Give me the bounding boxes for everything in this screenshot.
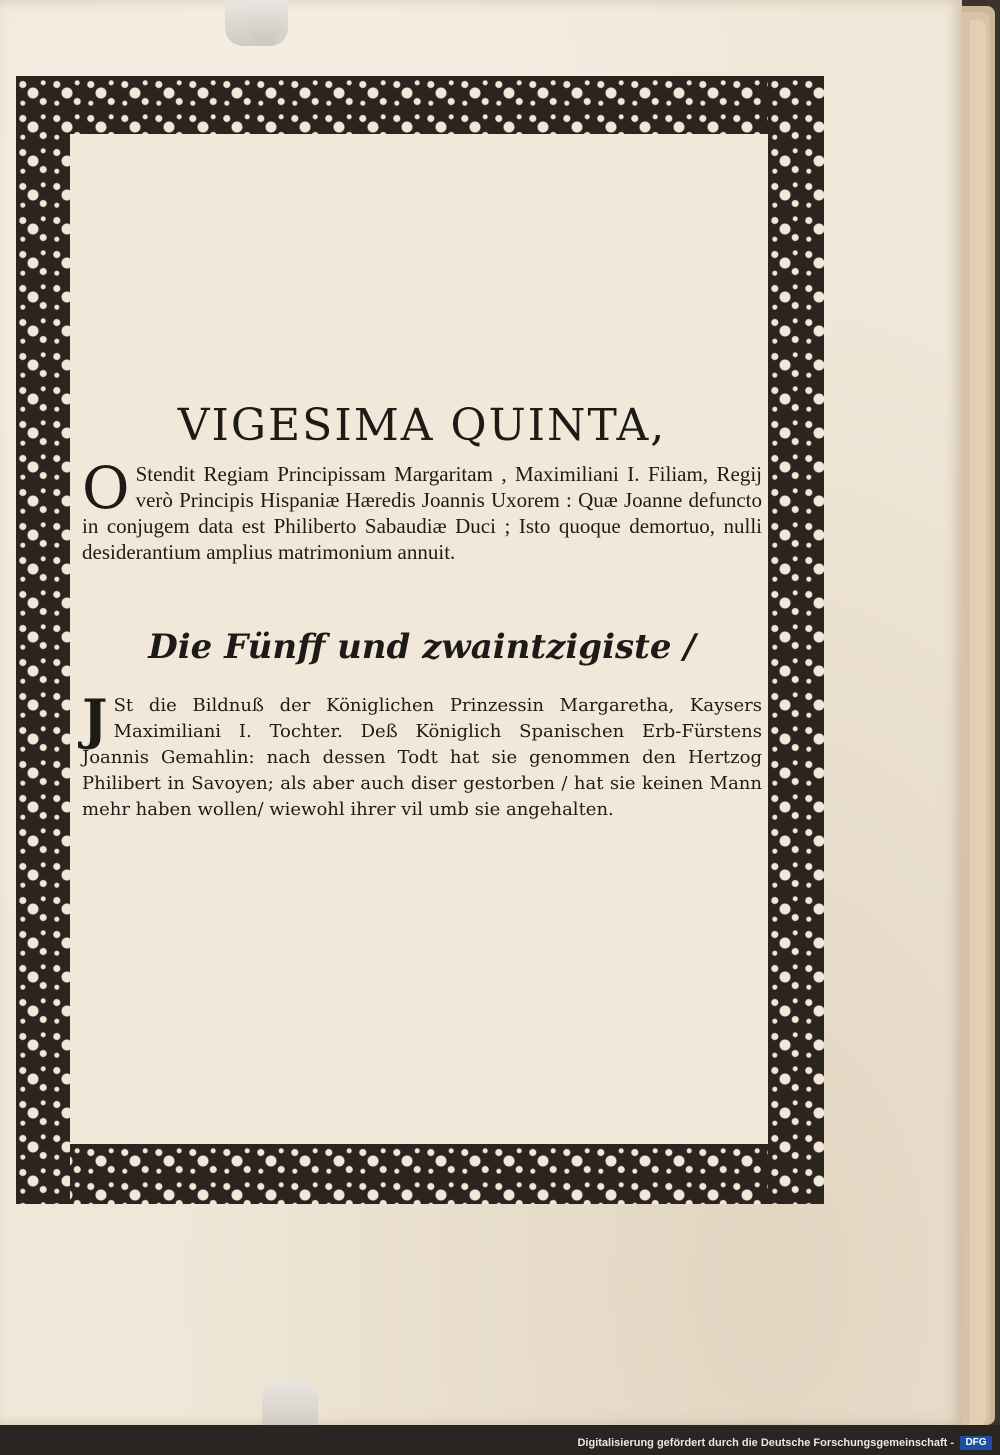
german-body-text: St die Bildnuß der Königlichen Prinzessin Margaretha, Kaysers Maximiliani I. Tochter. Deß Königlich Spanischen Erb-Fürstens Joannis Gemahlin: nach dessen Todt hat sie genommen den Hertzog Philibert in Savoyen; als aber auch diser gestorben / hat sie keinen Mann mehr haben wollen/ wiewohl ihrer vil umb sie angehalten. [82,695,762,820]
page-clip-top [248,0,288,46]
page-edge [970,20,986,1425]
latin-paragraph [82,454,762,565]
dfg-logo-icon: DFG [960,1436,992,1450]
latin-body-text: Stendit Regiam Principissam Margaritam , Maximiliani I. Filiam, Regij verò Principis Hispaniæ Hæredis Joannis Uxorem : Quæ Joanne defuncto in conjugem data est Philiberto Sabaudiæ Duci ; Isto quoque demortuo, nulli desiderantium amplius matrimonium annuit. [82,462,762,564]
latin-heading: VIGESIMA QUINTA, [177,400,667,451]
latin-drop-capital: O [82,454,130,522]
ornamental-border-top [16,76,824,134]
ornamental-border-left [16,76,70,1204]
german-paragraph [82,687,762,823]
german-drop-capital: J [82,687,108,751]
german-heading: Die Fünff und zwaintzigiste / [148,627,696,667]
page-text [82,400,762,823]
ornamental-border-bottom [16,1144,824,1204]
funding-credit: Digitalisierung gefördert durch die Deutsche Forschungsgemeinschaft - [577,1437,954,1449]
ornamental-border-right [768,76,824,1204]
